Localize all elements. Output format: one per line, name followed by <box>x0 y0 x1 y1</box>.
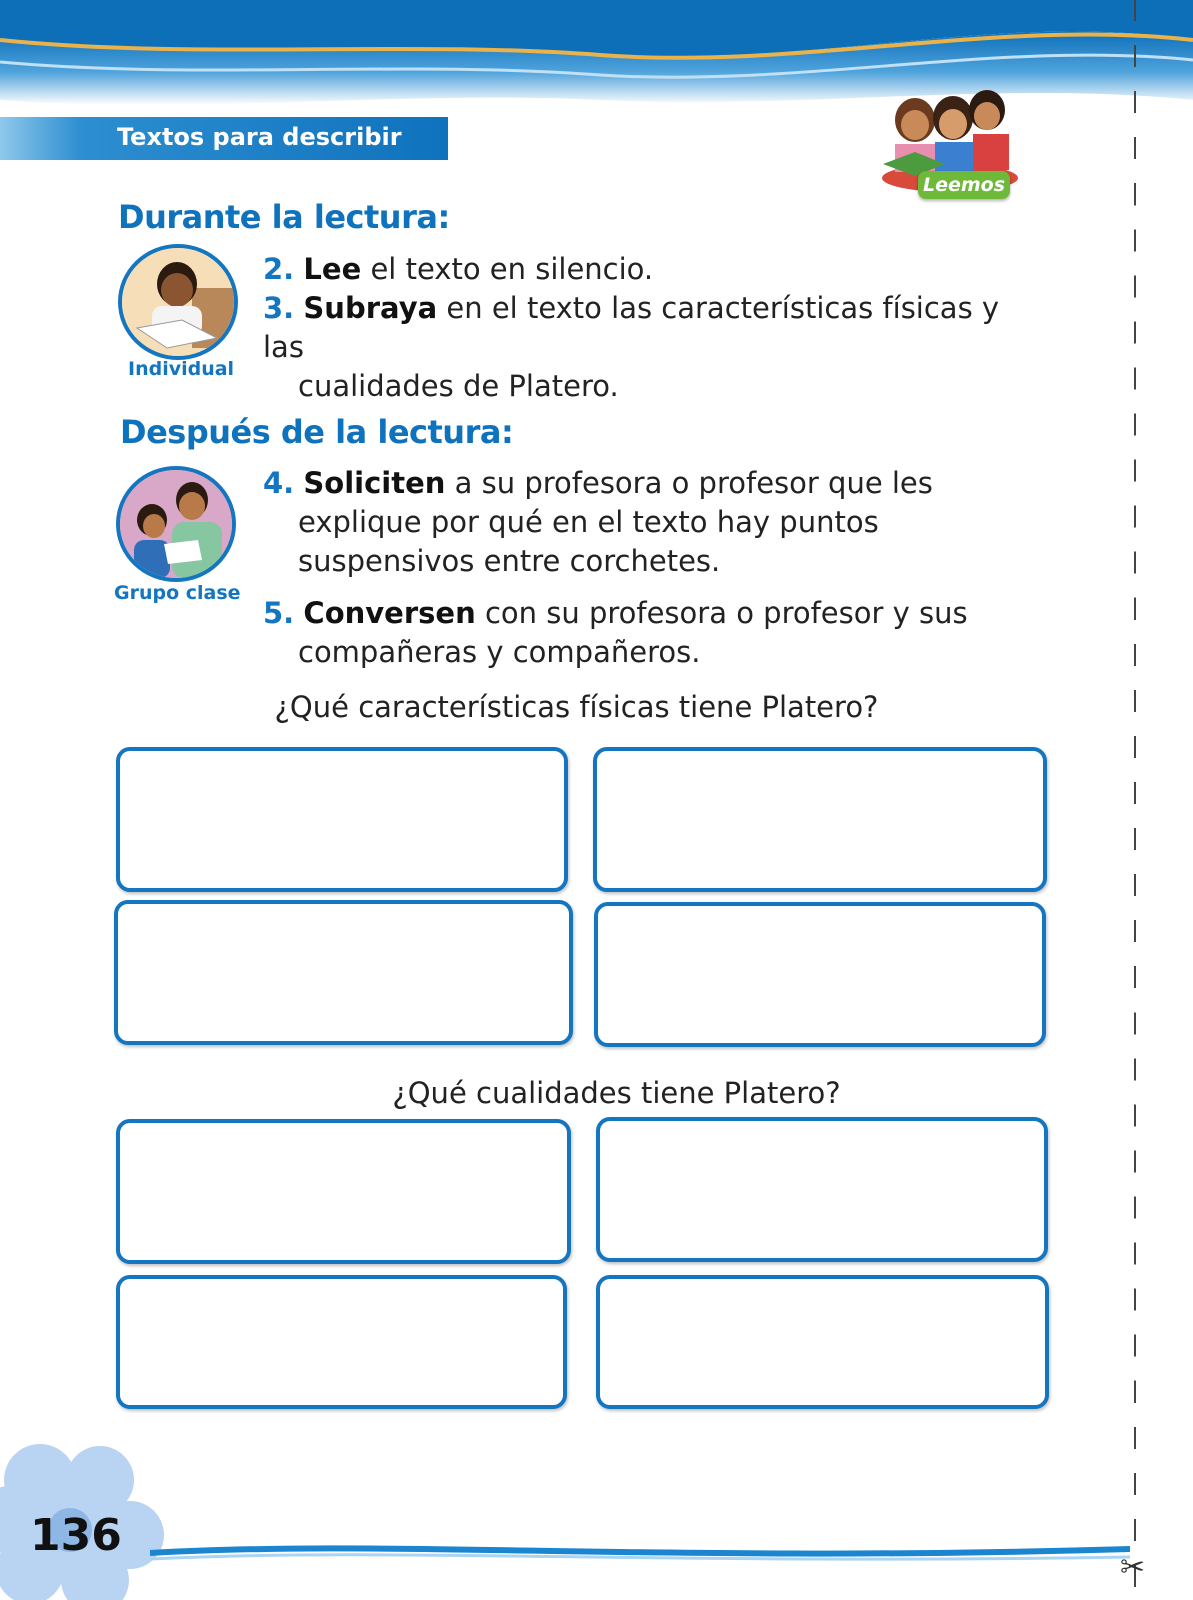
during-reading-heading: Durante la lectura: <box>118 198 450 236</box>
physical-trait-answer-box[interactable] <box>594 902 1046 1047</box>
physical-trait-answer-box[interactable] <box>593 747 1047 892</box>
bottom-wave-decoration <box>150 1535 1130 1565</box>
quality-answer-box[interactable] <box>596 1117 1048 1262</box>
group-class-label: Grupo clase <box>114 582 241 604</box>
step-continuation: compañeras y compañeros. <box>298 635 701 669</box>
step-verb: Subraya <box>303 291 438 325</box>
leemos-badge: Leemos <box>918 171 1010 199</box>
scissors-icon: ✂ <box>1120 1550 1146 1585</box>
step-text: en el texto las características físicas y las <box>263 291 1000 364</box>
physical-trait-answer-box[interactable] <box>114 900 573 1045</box>
step-continuation: explique por qué en el texto hay puntos <box>298 505 879 539</box>
quality-answer-box[interactable] <box>116 1119 571 1264</box>
question-physical-traits: ¿Qué características físicas tiene Platero? <box>274 690 879 724</box>
step-number: 2. <box>263 252 295 286</box>
step-number: 3. <box>263 291 295 325</box>
quality-answer-box[interactable] <box>596 1275 1049 1409</box>
step-5 <box>263 594 1043 672</box>
cut-line <box>1134 0 1136 1600</box>
step-text: el texto en silencio. <box>361 252 654 286</box>
section-tag-label: Textos para describir <box>117 123 402 151</box>
step-text: con su profesora o profesor y sus <box>475 596 968 630</box>
group-avatar <box>116 466 236 582</box>
step-continuation: cualidades de Platero. <box>298 369 619 403</box>
individual-label: Individual <box>128 358 235 380</box>
after-reading-heading: Después de la lectura: <box>120 413 514 451</box>
individual-avatar <box>118 244 238 360</box>
step-verb: Lee <box>303 252 362 286</box>
quality-answer-box[interactable] <box>116 1275 567 1409</box>
step-verb: Conversen <box>303 596 476 630</box>
question-qualities: ¿Qué cualidades tiene Platero? <box>392 1076 841 1110</box>
step-text: a su profesora o profesor que les <box>445 466 933 500</box>
physical-trait-answer-box[interactable] <box>116 747 568 892</box>
step-verb: Soliciten <box>303 466 446 500</box>
step-continuation: suspensivos entre corchetes. <box>298 544 721 578</box>
step-4 <box>263 464 1043 581</box>
step-3 <box>263 289 1043 406</box>
teacher-student-icon <box>120 470 232 578</box>
page-number: 136 <box>30 1510 122 1561</box>
step-number: 5. <box>263 596 295 630</box>
step-2 <box>263 250 1043 289</box>
section-tag <box>0 117 448 160</box>
step-number: 4. <box>263 466 295 500</box>
child-writing-icon <box>122 248 234 356</box>
